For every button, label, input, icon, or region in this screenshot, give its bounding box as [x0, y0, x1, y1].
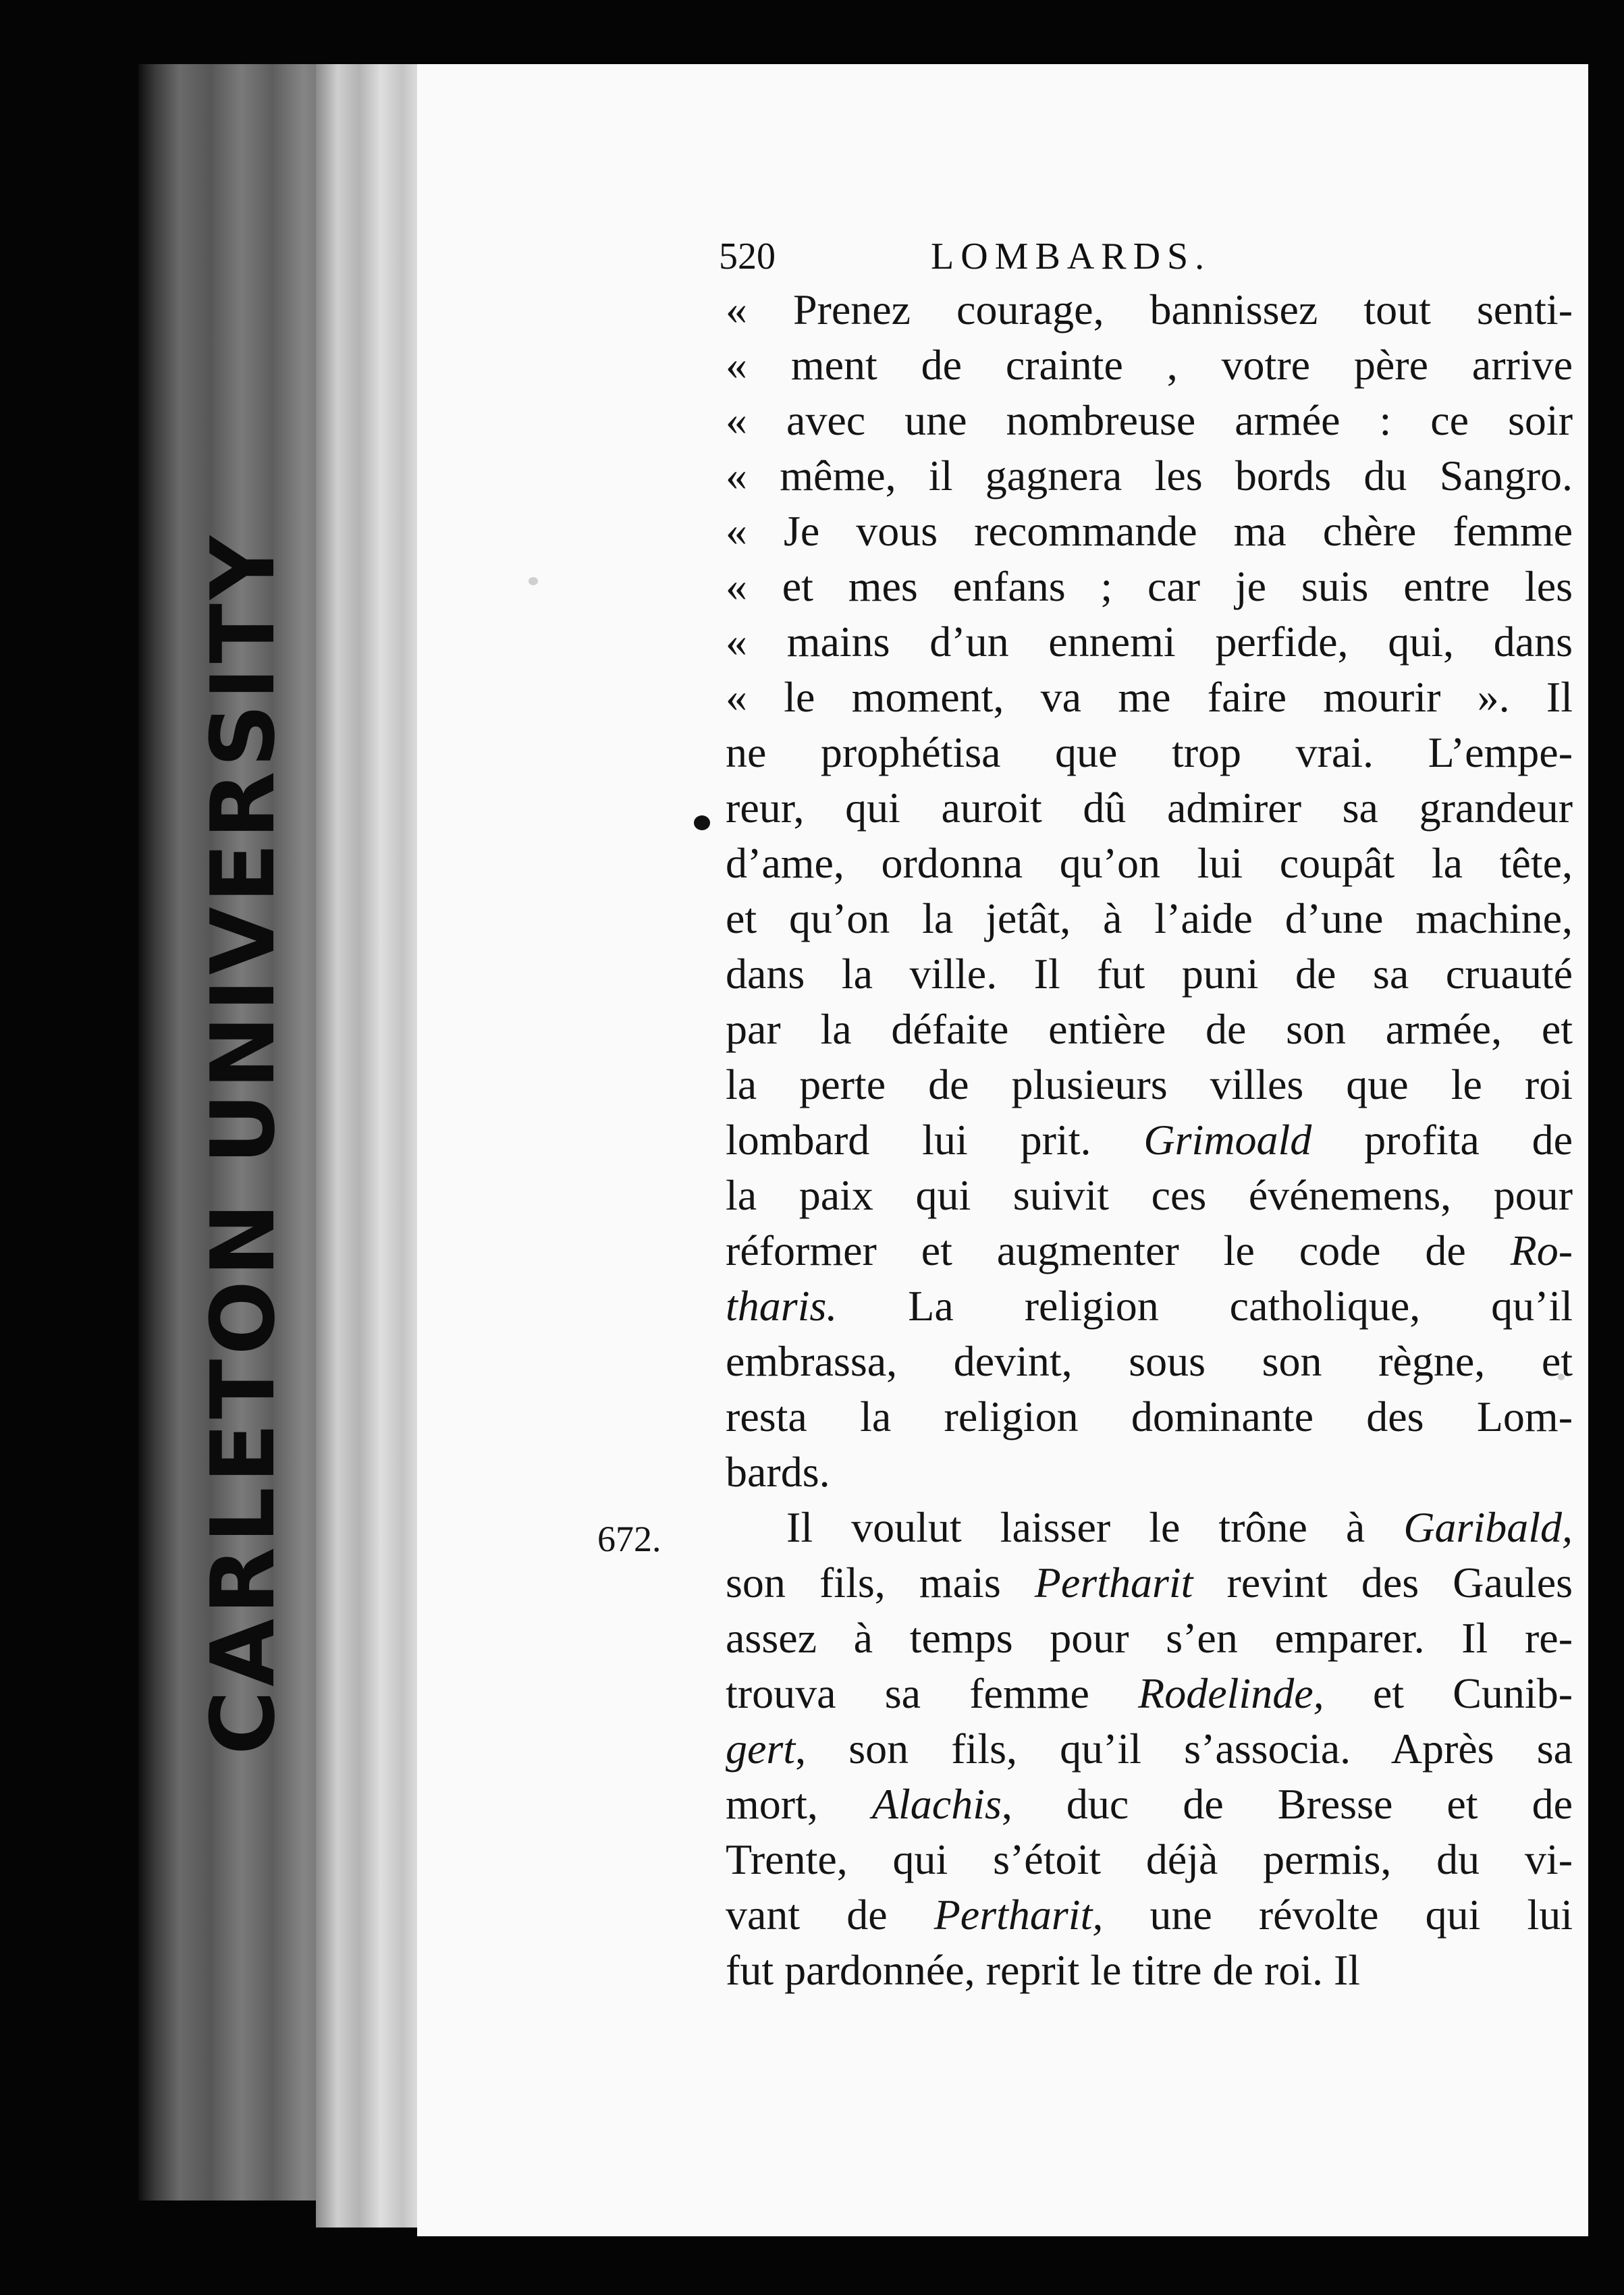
- text-line: « Prenez courage, bannissez tout senti-: [726, 286, 1573, 333]
- text-line: assez à temps pour s’en emparer. Il re-: [726, 1614, 1573, 1662]
- text-run: réformer et augmenter le code de: [726, 1226, 1511, 1274]
- text-line: Trente, qui s’étoit déjà permis, du vi-: [726, 1835, 1573, 1883]
- ink-dot: [694, 815, 710, 830]
- text-line: « et mes enfans ; car je suis entre les: [726, 562, 1573, 610]
- text-line: « ment de crainte , votre père arrive: [726, 341, 1573, 389]
- margin-year-note: 672.: [597, 1519, 661, 1559]
- text-line: [726, 1777, 1573, 1832]
- text-line: « Je vous recommande ma chère femme: [726, 507, 1573, 555]
- italic-name: Garibald,: [1403, 1503, 1573, 1551]
- text-run: trouva sa femme: [726, 1669, 1139, 1717]
- text-run: profita de: [1311, 1116, 1573, 1164]
- text-run: et Cunib-: [1324, 1669, 1573, 1717]
- text-line: [726, 1721, 1573, 1777]
- text-line: [726, 1555, 1573, 1611]
- text-run: lombard lui prit.: [726, 1116, 1144, 1164]
- text-run: une révolte qui lui: [1103, 1891, 1573, 1939]
- page-speck: [529, 577, 538, 585]
- text-line: resta la religion dominante des Lom-: [726, 1393, 1573, 1440]
- page-edges: [316, 64, 424, 2228]
- text-line: dans la ville. Il fut puni de sa cruauté: [726, 950, 1573, 998]
- text-line: et qu’on la jetât, à l’aide d’une machine,: [726, 894, 1573, 942]
- text-line: bards.: [726, 1448, 830, 1496]
- text-run: , duc de Bresse et de: [1001, 1780, 1573, 1828]
- text-line: [726, 1278, 1573, 1334]
- text-line: [726, 1223, 1573, 1278]
- italic-name: tharis.: [726, 1282, 838, 1330]
- page-number: 520: [719, 236, 776, 277]
- library-stamp: CARLETON UNIVERSITY: [192, 531, 294, 1755]
- text-run: , son fils, qu’il s’associa. Après sa: [795, 1725, 1573, 1773]
- text-line: [726, 1500, 1573, 1555]
- text-line: reur, qui auroit dû admirer sa grandeur: [726, 784, 1573, 832]
- italic-name: Grimoald: [1143, 1116, 1312, 1164]
- text-line: [726, 1112, 1573, 1168]
- text-line: « mains d’un ennemi perfide, qui, dans: [726, 618, 1573, 666]
- text-line: « avec une nombreuse armée : ce soir: [726, 396, 1573, 444]
- text-line: [726, 1887, 1573, 1943]
- text-line: ne prophétisa que trop vrai. L’empe-: [726, 728, 1573, 776]
- text-run: revint des Gaules: [1193, 1559, 1573, 1606]
- text-line: « le moment, va me faire mourir ». Il: [726, 673, 1573, 721]
- text-run: mort,: [726, 1780, 872, 1828]
- running-head: [719, 230, 1313, 284]
- running-head-title: LOMBARDS.: [931, 236, 1212, 277]
- text-line: embrassa, devint, sous son règne, et: [726, 1337, 1573, 1385]
- italic-name: Pertharit,: [933, 1891, 1104, 1939]
- italic-name: gert: [726, 1725, 796, 1773]
- text-line: fut pardonnée, reprit le titre de roi. Il: [726, 1946, 1361, 1994]
- text-line: par la défaite entière de son armée, et: [726, 1005, 1573, 1053]
- text-line: la paix qui suivit ces événemens, pour: [726, 1171, 1573, 1219]
- italic-name: Alachis: [871, 1780, 1002, 1828]
- italic-name: Rodelinde,: [1138, 1669, 1324, 1717]
- text-run: son fils, mais: [726, 1559, 1035, 1606]
- text-run: Il voulut laisser le trône à: [786, 1503, 1404, 1551]
- text-line: d’ame, ordonna qu’on lui coupât la tête,: [726, 839, 1573, 887]
- italic-name: Pertharit: [1034, 1559, 1193, 1606]
- italic-name: Ro-: [1510, 1226, 1573, 1274]
- body-text: [726, 282, 1573, 1998]
- text-line: [726, 1666, 1573, 1721]
- text-run: La religion catholique, qu’il: [837, 1282, 1573, 1330]
- text-line: la perte de plusieurs villes que le roi: [726, 1060, 1573, 1108]
- text-run: vant de: [726, 1891, 934, 1939]
- text-line: « même, il gagnera les bords du Sangro.: [726, 452, 1573, 500]
